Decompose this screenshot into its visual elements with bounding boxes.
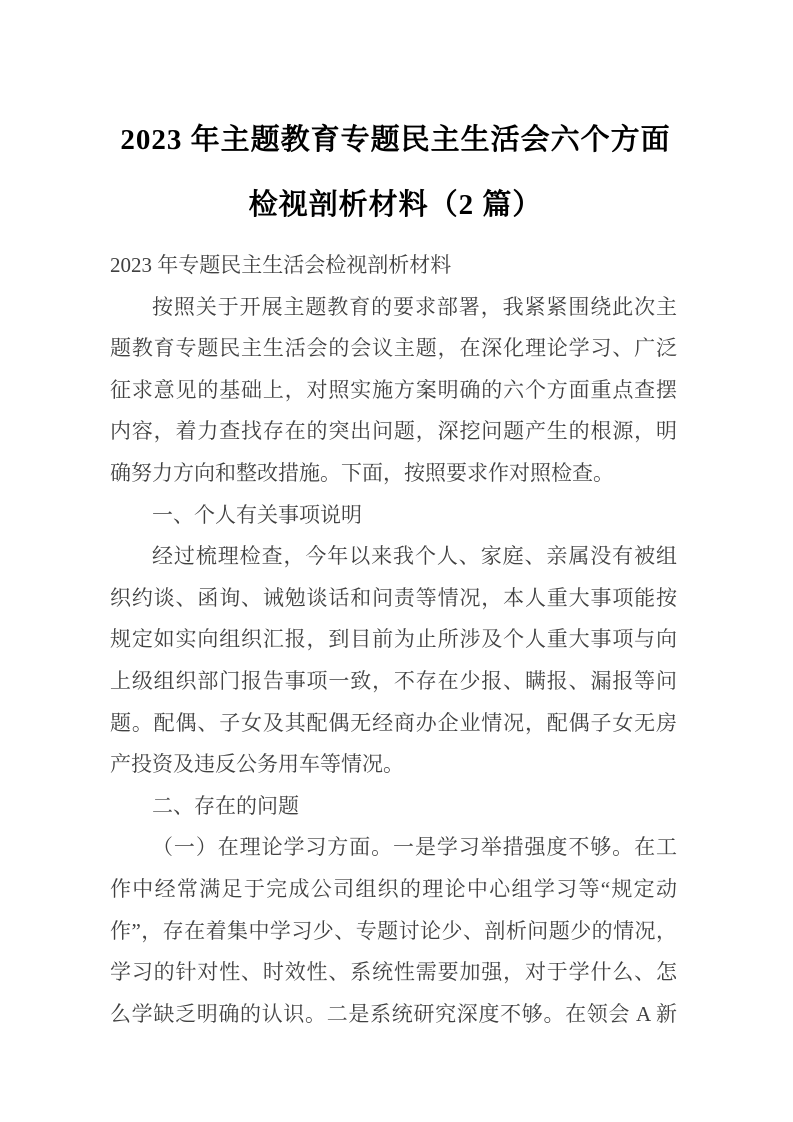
body-line: （一）在理论学习方面。一是学习举措强度不够。在工 <box>152 835 677 860</box>
body-line: 题教育专题民主生活会的会议主题，在深化理论学习、广泛 <box>110 336 677 361</box>
body-line: 学习的针对性、时效性、系统性需要加强，对于学什么、怎 <box>110 960 677 985</box>
body-line: 作”，存在着集中学习少、专题讨论少、剖析问题少的情况， <box>110 918 677 943</box>
body-line: 规定如实向组织汇报，到目前为止所涉及个人重大事项与向 <box>110 627 677 652</box>
body-line: 题。配偶、子女及其配偶无经商办企业情况，配偶子女无房 <box>110 710 677 735</box>
document-title-line-1: 2023 年主题教育专题民主生活会六个方面 <box>120 124 671 156</box>
body-line: 确努力方向和整改措施。下面，按照要求作对照检查。 <box>110 460 614 485</box>
body-line-section-heading: 一、个人有关事项说明 <box>152 502 362 527</box>
body-line: 产投资及违反公务用车等情况。 <box>110 752 404 777</box>
body-line: 经过梳理检查，今年以来我个人、家庭、亲属没有被组 <box>152 544 677 569</box>
body-line: 么学缺乏明确的认识。二是系统研究深度不够。在领会 A 新 <box>110 1001 677 1026</box>
body-line: 内容，着力查找存在的突出问题，深挖问题产生的根源，明 <box>110 419 677 444</box>
document-body <box>110 245 677 1035</box>
body-line: 作中经常满足于完成公司组织的理论中心组学习等“规定动 <box>110 876 677 901</box>
body-line: 上级组织部门报告事项一致，不存在少报、瞒报、漏报等问 <box>110 668 677 693</box>
body-line: 织约谈、函询、诫勉谈话和问责等情况，本人重大事项能按 <box>110 585 677 610</box>
body-line: 2023 年专题民主生活会检视剖析材料 <box>110 253 452 277</box>
body-line-section-heading: 二、存在的问题 <box>152 793 299 818</box>
body-line: 征求意见的基础上，对照实施方案明确的六个方面重点查摆 <box>110 377 677 402</box>
body-line: 按照关于开展主题教育的要求部署，我紧紧围绕此次主 <box>152 294 677 319</box>
document-title-line-2: 检视剖析材料（2 篇） <box>248 189 543 221</box>
document-title <box>110 0 681 238</box>
